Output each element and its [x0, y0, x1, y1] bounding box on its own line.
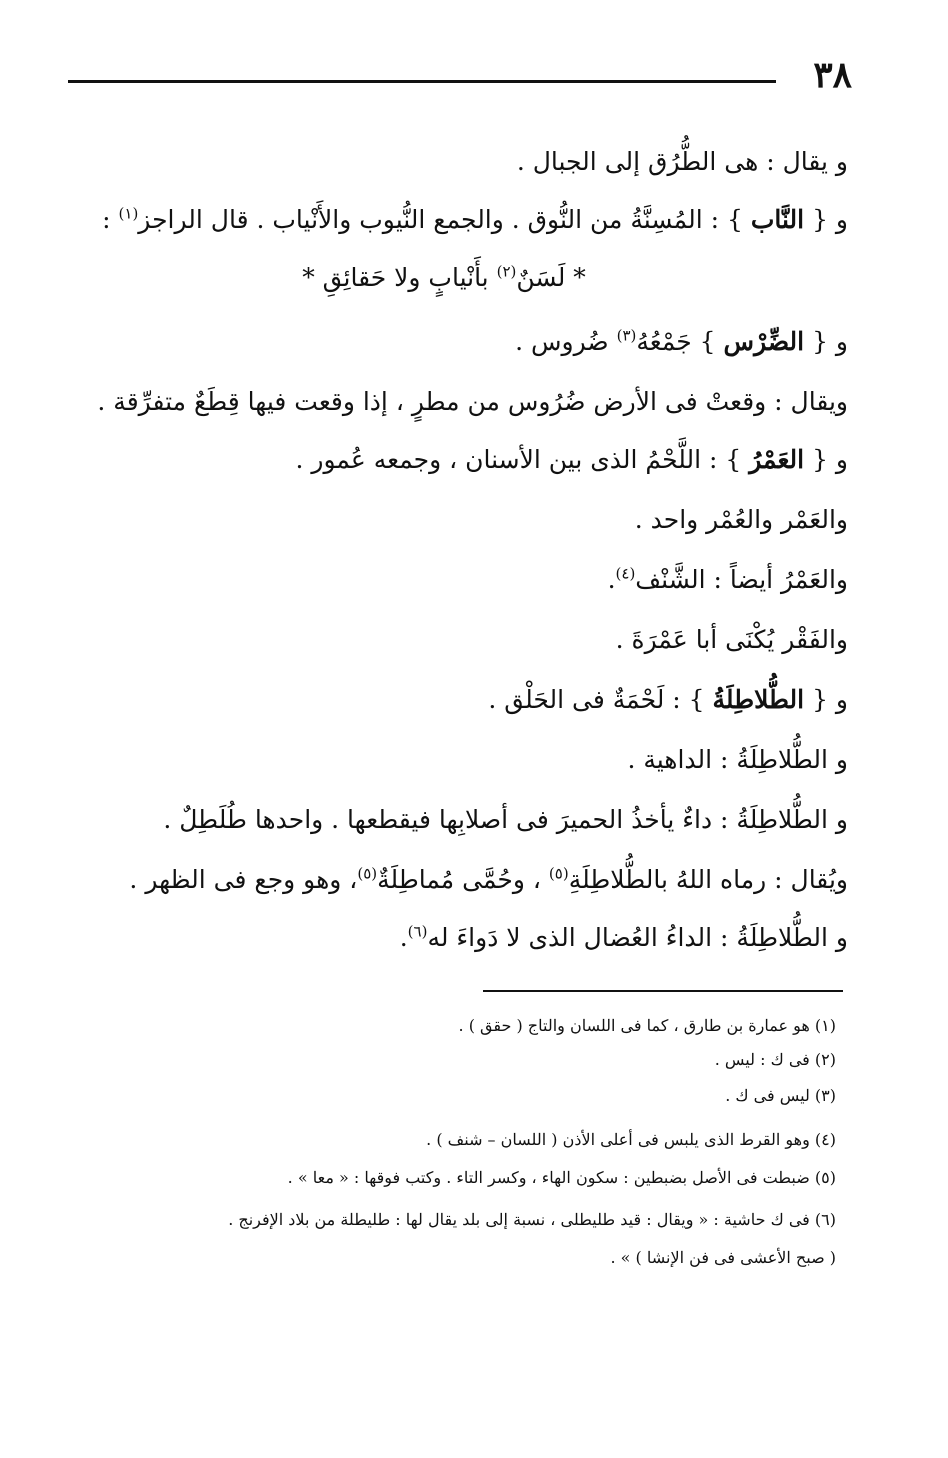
footnote: (١) هو عمارة بن طارق ، كما فى اللسان والتاج ( حقق ) . [458, 1016, 836, 1035]
footnote: (٥) ضبطت فى الأصل بضبطين : سكون الهاء ، وكسر التاء . وكتب فوقها : « معا » . [287, 1168, 836, 1187]
footnote: (٤) وهو القرط الذى يلبس فى أعلى الأذن ( اللسان – شنف ) . [426, 1130, 836, 1149]
footnote-ref: (١) [118, 204, 139, 223]
footnote-rule [483, 990, 843, 992]
text-line: و { الطُّلاطِلَةُ } : لَحْمَةٌ فى الحَلْق . [488, 685, 848, 714]
page-number: ٣٨ [813, 54, 852, 96]
text-line: ويُقال : رماه اللهُ بالطُّلاطِلَةِ$^{(٥)}$ ، وحُمَّى مُماطِلَةٌ$^{(٥)}$، وهو وجع فى الظهر . [129, 864, 848, 894]
text-line: و { العَمْرُ } : اللَّحْمُ الذى بين الأسنان ، وجمعه عُمور . [295, 445, 848, 474]
verse-line: * لَسَنٌ$^{(٢)}$ بأَنْيابٍ ولا حَقائِقِ * [302, 262, 586, 292]
footnote-ref: (٢) [496, 262, 517, 281]
text-line: والعَمْر والعُمْر واحد . [634, 505, 848, 534]
text-line: و { النَّاب } : المُسِنَّةُ من النُّوق . والجمع النُّيوب والأَنْياب . قال الراجز$^{(١)}$ : [102, 204, 848, 234]
footnote: ( صبح الأعشى فى فن الإنشا ) » . [610, 1248, 836, 1267]
text-line: ويقال : وقعتْ فى الأرض ضُرُوس من مطرٍ ، إذا وقعت فيها قِطَعٌ متفرِّقة . [97, 387, 848, 416]
text-line: والفَقْر يُكْنَى أبا عَمْرَةَ . [615, 625, 848, 654]
footnote-ref: (٦) [407, 922, 428, 941]
text-line: و الطُّلاطِلَةُ : الداهية . [627, 745, 848, 774]
footnote-ref: (٥) [548, 864, 569, 883]
text-line: و { الضِّرْس } جَمْعُهُ$^{(٣)}$ ضُروس . [515, 326, 848, 356]
headword: النَّاب [750, 205, 805, 234]
text-line: و الطُّلاطِلَةُ : داءٌ يأخذُ الحميرَ فى أصلابِها فيقطعها . واحدها طُلَطِلٌ . [163, 805, 848, 834]
headword: الضِّرْس [723, 327, 805, 356]
footnote-ref: (٥) [357, 864, 378, 883]
footnote-ref: (٤) [615, 564, 636, 583]
footnote: (٣) ليس فى ك . [725, 1086, 836, 1105]
footnote: (٢) فى ك : ليس . [714, 1050, 836, 1069]
footnote-ref: (٣) [616, 326, 637, 345]
headword: العَمْرُ [749, 445, 805, 474]
text-line: و يقال : هى الطُّرُق إلى الجبال . [516, 147, 848, 176]
text-line: والعَمْرُ أيضاً : الشَّنْف$^{(٤)}$. [607, 564, 848, 594]
footnote: (٦) فى ك حاشية : « ويقال : قيد طليطلى ، نسبة إلى بلد يقال لها : طليطلة من بلاد الإفرنج . [228, 1210, 836, 1229]
text-line: و الطُّلاطِلَةُ : الداءُ العُضال الذى لا دَواءَ له$^{(٦)}$. [399, 922, 848, 952]
header-rule [68, 80, 776, 83]
headword: الطُّلاطِلَةُ [712, 685, 805, 714]
